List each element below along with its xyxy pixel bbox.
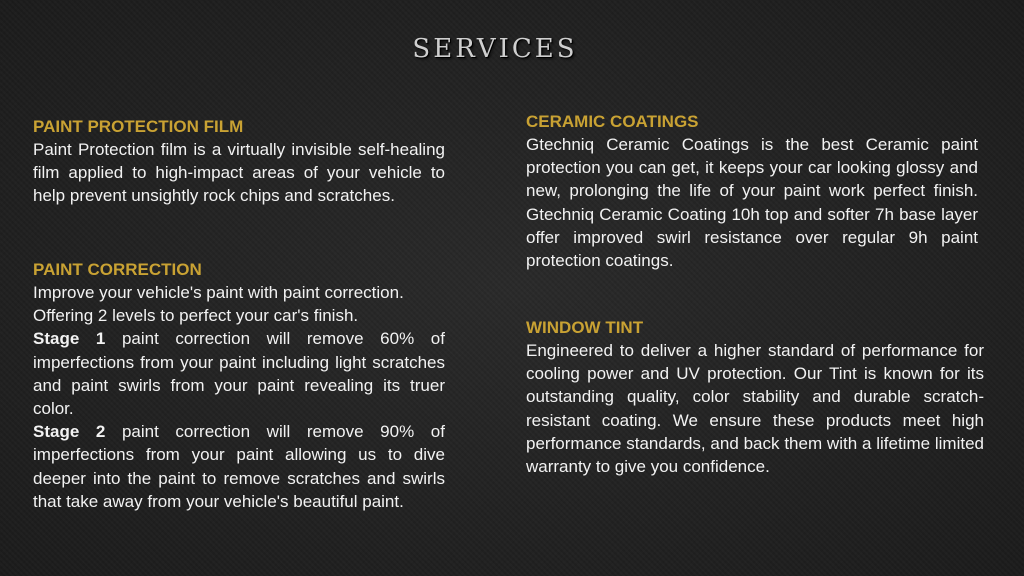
paint-protection-film-heading: PAINT PROTECTION FILM xyxy=(33,117,244,136)
paint-correction-levels: Offering 2 levels to perfect your car's finish. xyxy=(33,306,359,326)
window-tint-section xyxy=(526,316,984,478)
ceramic-coatings-heading: CERAMIC COATINGS xyxy=(526,112,699,131)
paint-correction-section xyxy=(33,258,445,513)
window-tint-heading: WINDOW TINT xyxy=(526,318,644,337)
paint-correction-intro: Improve your vehicle's paint with paint correction. xyxy=(33,283,404,302)
stage1-label: Stage 1 xyxy=(33,329,106,349)
stage2-label: Stage 2 xyxy=(33,422,106,442)
stage2-text: paint correction will remove 90% of imperfections from your paint allowing us to dive deeper into the paint to remove scratches and swirls that take away from your vehicle's beautiful paint. xyxy=(33,422,445,511)
ceramic-coatings-section xyxy=(526,110,984,272)
paint-protection-film-section xyxy=(33,115,445,208)
paint-correction-heading: PAINT CORRECTION xyxy=(33,260,202,279)
stage1-text: paint correction will remove 60% of imperfections from your paint including light scratches and paint swirls from your paint revealing its truer color. xyxy=(33,329,445,419)
paint-correction-stage2 xyxy=(33,420,445,513)
paint-protection-film-body: Paint Protection film is a virtually invisible self-healing film applied to high-impact areas of your vehicle to help prevent unsightly rock chips and scratches. xyxy=(33,140,445,206)
window-tint-body: Engineered to deliver a higher standard of performance for cooling power and UV protection. Our Tint is known for its outstanding quality, color stability and durable scratch-resistant coating. We ensure these products meet high performance standards, and back them with a lifetime limited warranty to give you confidence. xyxy=(526,341,984,477)
page-title: SERVICES xyxy=(412,34,578,64)
paint-correction-stage1 xyxy=(33,327,445,420)
ceramic-coatings-body: Gtechniq Ceramic Coatings is the best Ceramic paint protection you can get, it keeps your car looking glossy and new, prolonging the life of your paint work perfect finish. Gtechniq Ceramic Coating 10h top and softer 7h base layer offer improved swirl resistance over regular 9h paint protection coatings. xyxy=(526,135,978,271)
